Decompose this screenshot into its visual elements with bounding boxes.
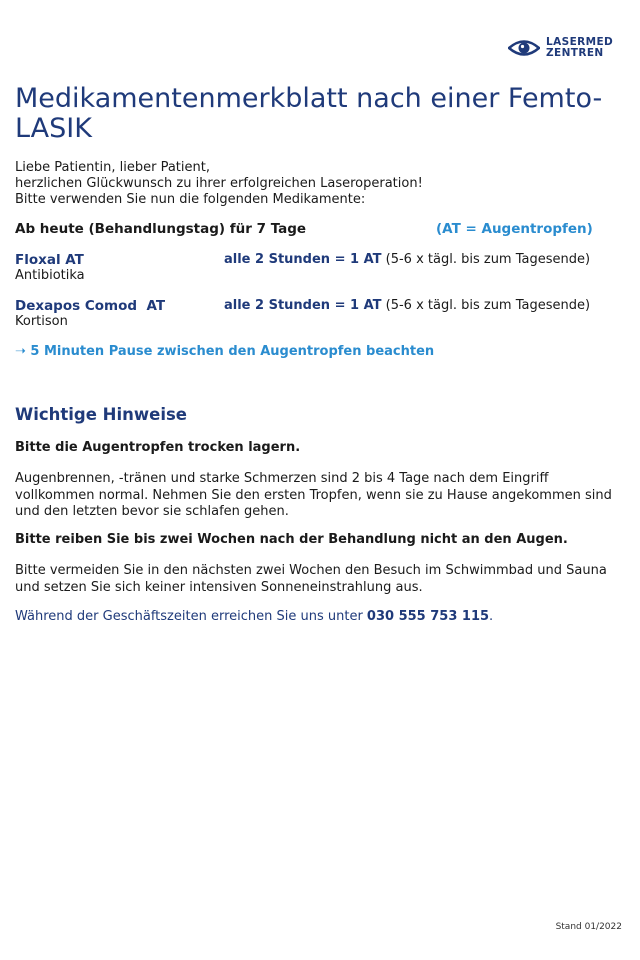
medication-name: Dexapos Comod AT: [15, 298, 166, 314]
intro-line: Bitte verwenden Sie nun die folgenden Medikamente:: [15, 192, 366, 207]
page-title: Medikamentenmerkblatt nach einer Femto-LASIK: [15, 83, 603, 144]
storage-note: Bitte die Augentropfen trocken lagern.: [15, 440, 301, 455]
revision-date: Stand 01/2022: [555, 922, 622, 932]
medication-dose: [224, 298, 590, 313]
eye-logo-icon: [508, 37, 540, 59]
contact-end: .: [489, 609, 494, 624]
no-rubbing-note: Bitte reiben Sie bis zwei Wochen nach der Behandlung nicht an den Augen.: [15, 532, 568, 547]
pause-note: ➝ 5 Minuten Pause zwischen den Augentropfen beachten: [15, 344, 435, 359]
symptoms-note: Augenbrennen, -tränen und starke Schmerzen sind 2 bis 4 Tage nach dem Eingriff vollkommen normal. Nehmen Sie den ersten Tropfen, wenn sie zu Hause angekommen sind und den letzten bevor sie schlafen gehen.: [15, 471, 612, 519]
logo-line-1: LASERMED: [546, 36, 614, 48]
phone-number: 030 555 753 115: [366, 609, 490, 624]
medication-name: Floxal AT: [15, 252, 84, 268]
medication-type: Kortison: [15, 314, 68, 329]
dose-frequency: (5-6 x tägl. bis zum Tagesende): [385, 252, 591, 267]
logo-text: [546, 37, 613, 59]
dose-frequency: (5-6 x tägl. bis zum Tagesende): [385, 298, 591, 313]
medication-dose: [224, 252, 590, 267]
dose-amount: alle 2 Stunden = 1 AT: [224, 298, 382, 313]
abbreviation-note: (AT = Augentropfen): [436, 221, 593, 237]
intro-text: [15, 160, 423, 208]
brand-logo: [508, 36, 620, 62]
intro-line: Liebe Patientin, lieber Patient,: [15, 160, 210, 175]
contact-text: Während der Geschäftszeiten erreichen Sie uns unter: [15, 609, 367, 624]
avoid-note: Bitte vermeiden Sie in den nächsten zwei Wochen den Besuch im Schwimmbad und Sauna und setzen Sie sich keiner intensiven Sonneneinstrahlung aus.: [15, 563, 607, 595]
intro-line: herzlichen Glückwunsch zu ihrer erfolgreichen Laseroperation!: [15, 176, 423, 191]
medication-item: [15, 252, 85, 284]
medication-type: Antibiotika: [15, 268, 85, 283]
medication-item: [15, 298, 165, 330]
logo-line-2: ZENTREN: [546, 47, 604, 59]
dose-amount: alle 2 Stunden = 1 AT: [224, 252, 382, 267]
section-heading: Wichtige Hinweise: [15, 405, 187, 424]
schedule-heading: Ab heute (Behandlungstag) für 7 Tage: [15, 221, 307, 237]
contact-note: [15, 609, 493, 625]
